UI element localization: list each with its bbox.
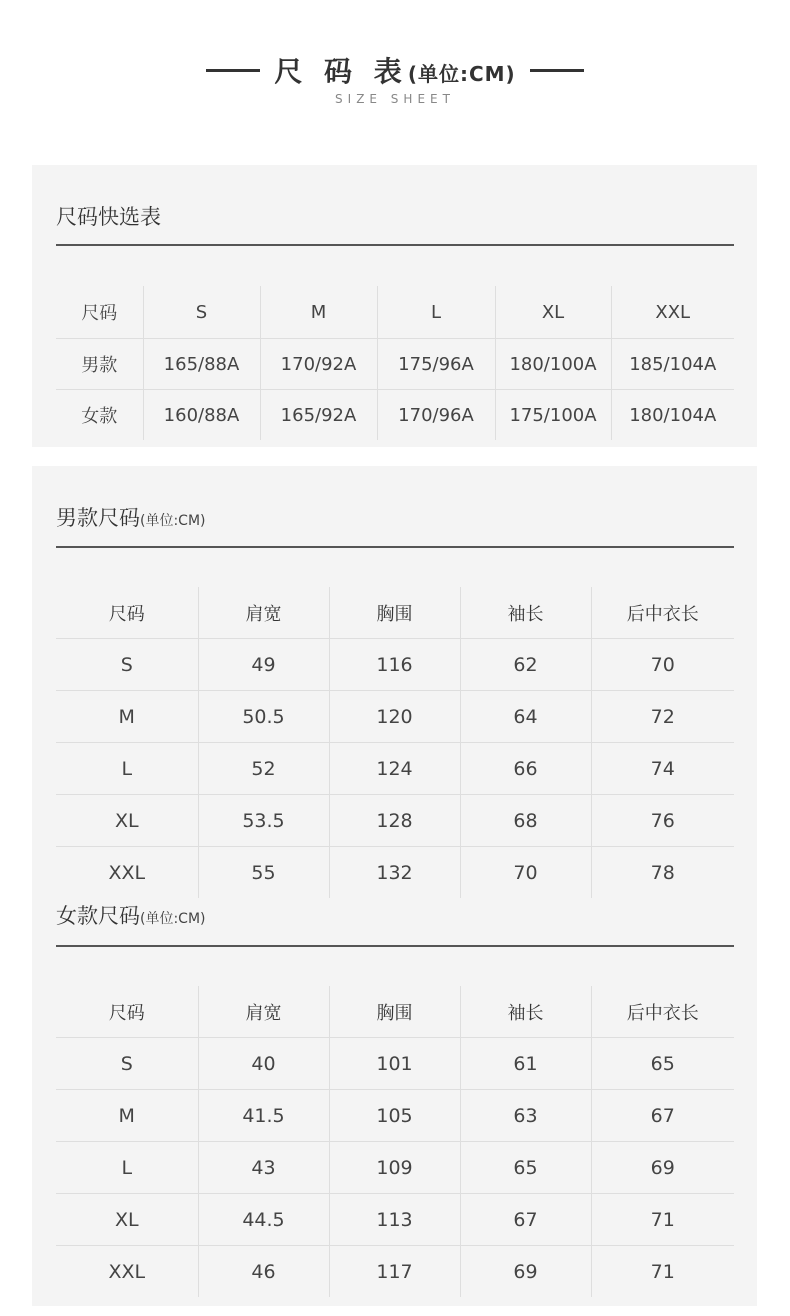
quick-size-panel bbox=[32, 165, 757, 447]
quick-size-cell: 女款 bbox=[56, 390, 143, 441]
men-size-header-cell: 袖长 bbox=[460, 587, 591, 639]
women-size-cell: M bbox=[56, 1090, 198, 1142]
page-title-unit: (单位:CM) bbox=[407, 62, 516, 86]
page-header bbox=[0, 50, 790, 106]
men-size-cell: 49 bbox=[198, 639, 329, 691]
men-size-row bbox=[56, 847, 734, 899]
quick-size-cell: 男款 bbox=[56, 339, 143, 390]
men-size-cell: S bbox=[56, 639, 198, 691]
men-size-cell: 116 bbox=[329, 639, 460, 691]
quick-size-cell: 165/92A bbox=[260, 390, 377, 441]
women-size-header-cell: 肩宽 bbox=[198, 986, 329, 1038]
women-size-title: 女款尺码 bbox=[56, 904, 140, 928]
men-size-cell: 76 bbox=[591, 795, 734, 847]
women-size-cell: 44.5 bbox=[198, 1194, 329, 1246]
men-size-cell: M bbox=[56, 691, 198, 743]
men-size-cell: 72 bbox=[591, 691, 734, 743]
men-size-cell: 68 bbox=[460, 795, 591, 847]
women-size-cell: 40 bbox=[198, 1038, 329, 1090]
women-size-table bbox=[56, 986, 734, 1297]
women-size-cell: 65 bbox=[591, 1038, 734, 1090]
page-title bbox=[274, 50, 515, 90]
women-size-cell: 41.5 bbox=[198, 1090, 329, 1142]
women-size-header-cell: 尺码 bbox=[108, 1002, 145, 1024]
women-size-cell: 71 bbox=[591, 1194, 734, 1246]
women-size-cell: 71 bbox=[591, 1246, 734, 1298]
women-size-row bbox=[56, 1142, 734, 1194]
men-size-cell: 52 bbox=[198, 743, 329, 795]
men-size-row bbox=[56, 743, 734, 795]
quick-size-cell: M bbox=[260, 286, 377, 339]
men-size-cell: L bbox=[56, 743, 198, 795]
women-size-cell: 101 bbox=[329, 1038, 460, 1090]
men-size-cell: 66 bbox=[460, 743, 591, 795]
women-size-cell: 67 bbox=[591, 1090, 734, 1142]
men-size-title: 男款尺码 bbox=[56, 506, 140, 530]
men-size-table bbox=[56, 587, 734, 898]
women-size-cell: 61 bbox=[460, 1038, 591, 1090]
women-size-cell: 109 bbox=[329, 1142, 460, 1194]
men-size-cell: 53.5 bbox=[198, 795, 329, 847]
men-size-cell: XL bbox=[56, 795, 198, 847]
men-size-cell: 74 bbox=[591, 743, 734, 795]
men-size-cell: 64 bbox=[460, 691, 591, 743]
men-size-cell: 128 bbox=[329, 795, 460, 847]
quick-size-table bbox=[56, 286, 734, 440]
men-size-row bbox=[56, 691, 734, 743]
men-size-row bbox=[56, 639, 734, 691]
women-size-cell: L bbox=[56, 1142, 198, 1194]
men-size-cell: 78 bbox=[591, 847, 734, 899]
quick-size-row bbox=[56, 390, 734, 441]
women-size-cell: 69 bbox=[591, 1142, 734, 1194]
men-size-cell: XXL bbox=[56, 847, 198, 899]
women-size-cell: 69 bbox=[460, 1246, 591, 1298]
quick-size-cell: 170/92A bbox=[260, 339, 377, 390]
men-size-header-cell: 后中衣长 bbox=[591, 587, 734, 639]
quick-size-heading bbox=[56, 201, 734, 246]
men-size-cell: 50.5 bbox=[198, 691, 329, 743]
women-size-header-cell: 后中衣长 bbox=[591, 986, 734, 1038]
women-size-cell: XL bbox=[56, 1194, 198, 1246]
men-size-header-cell: 肩宽 bbox=[198, 587, 329, 639]
men-size-header-cell: 胸围 bbox=[329, 587, 460, 639]
quick-size-cell: 175/96A bbox=[377, 339, 495, 390]
quick-size-header-row bbox=[56, 286, 734, 339]
women-size-header-cell: 胸围 bbox=[329, 986, 460, 1038]
women-size-heading bbox=[56, 900, 734, 947]
title-right-rule bbox=[530, 69, 584, 72]
quick-size-cell: 185/104A bbox=[611, 339, 734, 390]
women-size-row bbox=[56, 1090, 734, 1142]
quick-size-title: 尺码快选表 bbox=[56, 205, 161, 229]
page-subtitle: SIZE SHEET bbox=[335, 92, 455, 106]
women-size-unit: (单位:CM) bbox=[140, 911, 206, 927]
women-size-cell: 63 bbox=[460, 1090, 591, 1142]
women-size-header-cell: 袖长 bbox=[460, 986, 591, 1038]
title-row bbox=[0, 50, 790, 90]
women-size-cell: 43 bbox=[198, 1142, 329, 1194]
quick-size-cell: L bbox=[377, 286, 495, 339]
women-size-cell: XXL bbox=[56, 1246, 198, 1298]
page-title-text: 尺 码 表 bbox=[274, 55, 408, 88]
men-size-cell: 55 bbox=[198, 847, 329, 899]
men-size-header-row bbox=[56, 587, 734, 639]
women-size-cell: 113 bbox=[329, 1194, 460, 1246]
women-size-row bbox=[56, 1038, 734, 1090]
women-size-cell: S bbox=[56, 1038, 198, 1090]
quick-size-cell: XXL bbox=[611, 286, 734, 339]
quick-size-cell: 175/100A bbox=[495, 390, 611, 441]
men-size-cell: 70 bbox=[591, 639, 734, 691]
women-size-header-row bbox=[56, 986, 734, 1038]
women-size-cell: 67 bbox=[460, 1194, 591, 1246]
men-size-cell: 70 bbox=[460, 847, 591, 899]
men-size-heading bbox=[56, 502, 734, 548]
men-size-cell: 62 bbox=[460, 639, 591, 691]
quick-size-cell: 180/100A bbox=[495, 339, 611, 390]
quick-size-cell: 180/104A bbox=[611, 390, 734, 441]
men-size-cell: 124 bbox=[329, 743, 460, 795]
women-size-row bbox=[56, 1194, 734, 1246]
size-measurements-panel bbox=[32, 466, 757, 1306]
women-size-cell: 117 bbox=[329, 1246, 460, 1298]
men-size-header-cell: 尺码 bbox=[108, 603, 145, 625]
quick-size-cell: 尺码 bbox=[81, 303, 118, 324]
women-size-cell: 65 bbox=[460, 1142, 591, 1194]
quick-size-cell: 170/96A bbox=[377, 390, 495, 441]
quick-size-cell: XL bbox=[495, 286, 611, 339]
quick-size-cell: 160/88A bbox=[143, 390, 260, 441]
women-size-cell: 105 bbox=[329, 1090, 460, 1142]
men-size-row bbox=[56, 795, 734, 847]
men-size-cell: 132 bbox=[329, 847, 460, 899]
quick-size-cell: 165/88A bbox=[143, 339, 260, 390]
title-left-rule bbox=[206, 69, 260, 72]
men-size-cell: 120 bbox=[329, 691, 460, 743]
men-size-unit: (单位:CM) bbox=[140, 513, 206, 529]
quick-size-cell: S bbox=[143, 286, 260, 339]
women-size-cell: 46 bbox=[198, 1246, 329, 1298]
women-size-row bbox=[56, 1246, 734, 1298]
quick-size-row bbox=[56, 339, 734, 390]
